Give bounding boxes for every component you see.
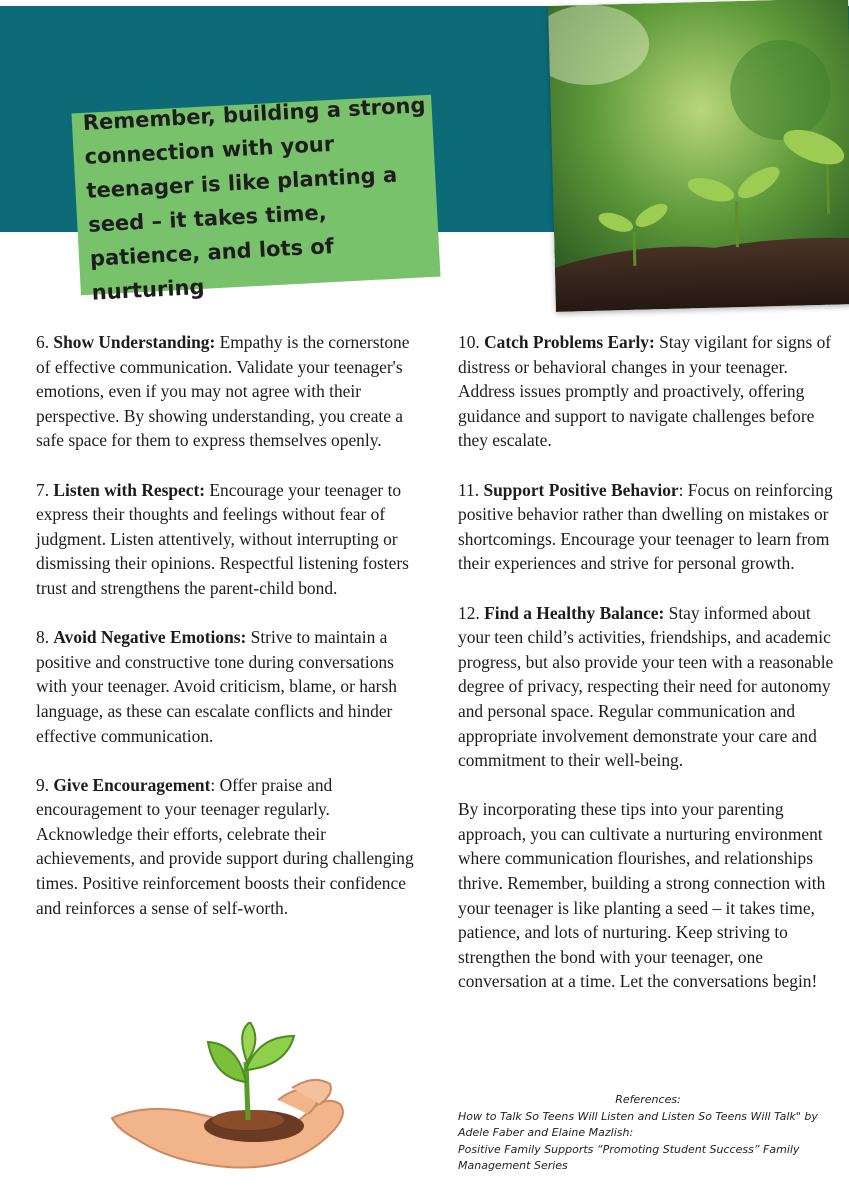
reference-item: Positive Family Supports “Promoting Student Success” Family Management Series	[458, 1142, 800, 1172]
tip-body: Encourage your teenager to express their thoughts and feelings without fear of judgment. Listen attentively, without interrupting or dismissing their opinions. Respectful listening fosters trust and strengthens the parent-child bond.	[36, 479, 409, 598]
tip-11	[458, 478, 838, 576]
hand-holding-seedling-illustration	[108, 1022, 358, 1172]
tip-number: 7.	[36, 479, 54, 500]
tip-number: 10.	[458, 332, 480, 352]
tip-8	[36, 625, 426, 748]
reference-item: How to Talk So Teens Will Listen and Listen So Teens Will Talk" by Adele Faber and Elaine Mazlish:	[458, 1109, 818, 1139]
tip-9	[36, 773, 426, 921]
seedlings-photo	[548, 0, 849, 312]
tip-number: 9.	[36, 774, 50, 795]
tip-heading: Find a Healthy Balance:	[484, 602, 665, 623]
closing-paragraph: By incorporating these tips into your parenting approach, you can cultivate a nurturing environment where communication flourishes, and relationships thrive. Remember, building a strong connection with your teenager is like planting a seed – it takes time, patience, and lots of nurturing. Keep striving to strengthen the bond with your teenager, one conversation at a time. Let the conversations begin!	[458, 799, 826, 992]
tip-number: 8.	[36, 627, 50, 648]
tip-number: 11.	[458, 479, 480, 500]
pull-quote: Remember, building a strong connection with your teenager is like planting a seed – it takes time, patience, and lots of nurturing	[82, 93, 427, 305]
tip-body: Strive to maintain a positive and constructive tone during conversations with your teenager. Avoid criticism, blame, or harsh language, as these can escalate conflicts and hinder effective communication.	[36, 627, 397, 746]
tips-left-column	[36, 330, 426, 945]
tip-heading: Catch Problems Early:	[484, 332, 655, 352]
references	[458, 1092, 838, 1175]
tip-6	[36, 330, 426, 453]
tip-body: Empathy is the cornerstone of effective communication. Validate your teenager's emotions, even if you may not agree with their perspective. By showing understanding, you create a safe space for them to express themselves openly.	[36, 332, 410, 451]
tip-heading: Avoid Negative Emotions:	[53, 627, 247, 648]
tip-body: Stay informed about your teen child’s activities, friendships, and academic progress, but also provide your teen with a reasonable degree of privacy, respecting their need for autonomy and personal space. Regular communication and appropriate involvement demonstrate your care and commitment to their well-being.	[458, 602, 834, 771]
tip-10	[458, 330, 838, 453]
tip-body: : Focus on reinforcing positive behavior rather than dwelling on mistakes or shortcomings. Encourage your teenager to learn from their experiences and strive for personal growth.	[458, 479, 833, 574]
tip-7	[36, 478, 426, 601]
tips-right-column	[458, 330, 838, 1019]
tip-heading: Support Positive Behavior	[483, 479, 679, 500]
tip-number: 6.	[36, 332, 50, 352]
tip-body: : Offer praise and encouragement to your teenager regularly. Acknowledge their efforts, celebrate their achievements, and provide support during challenging times. Positive reinforcement boosts their confidence and reinforces a sense of self-worth.	[36, 774, 414, 918]
tip-heading: Give Encouragement	[53, 774, 211, 795]
tip-number: 12.	[458, 602, 480, 623]
tip-heading: Show Understanding:	[53, 332, 216, 352]
tip-heading: Listen with Respect:	[53, 479, 206, 500]
tip-body: Stay vigilant for signs of distress or behavioral changes in your teenager. Address issues promptly and proactively, offering guidance and support to navigate challenges before they escalate.	[458, 332, 832, 451]
tip-12	[458, 601, 838, 773]
references-title: References:	[615, 1093, 681, 1106]
